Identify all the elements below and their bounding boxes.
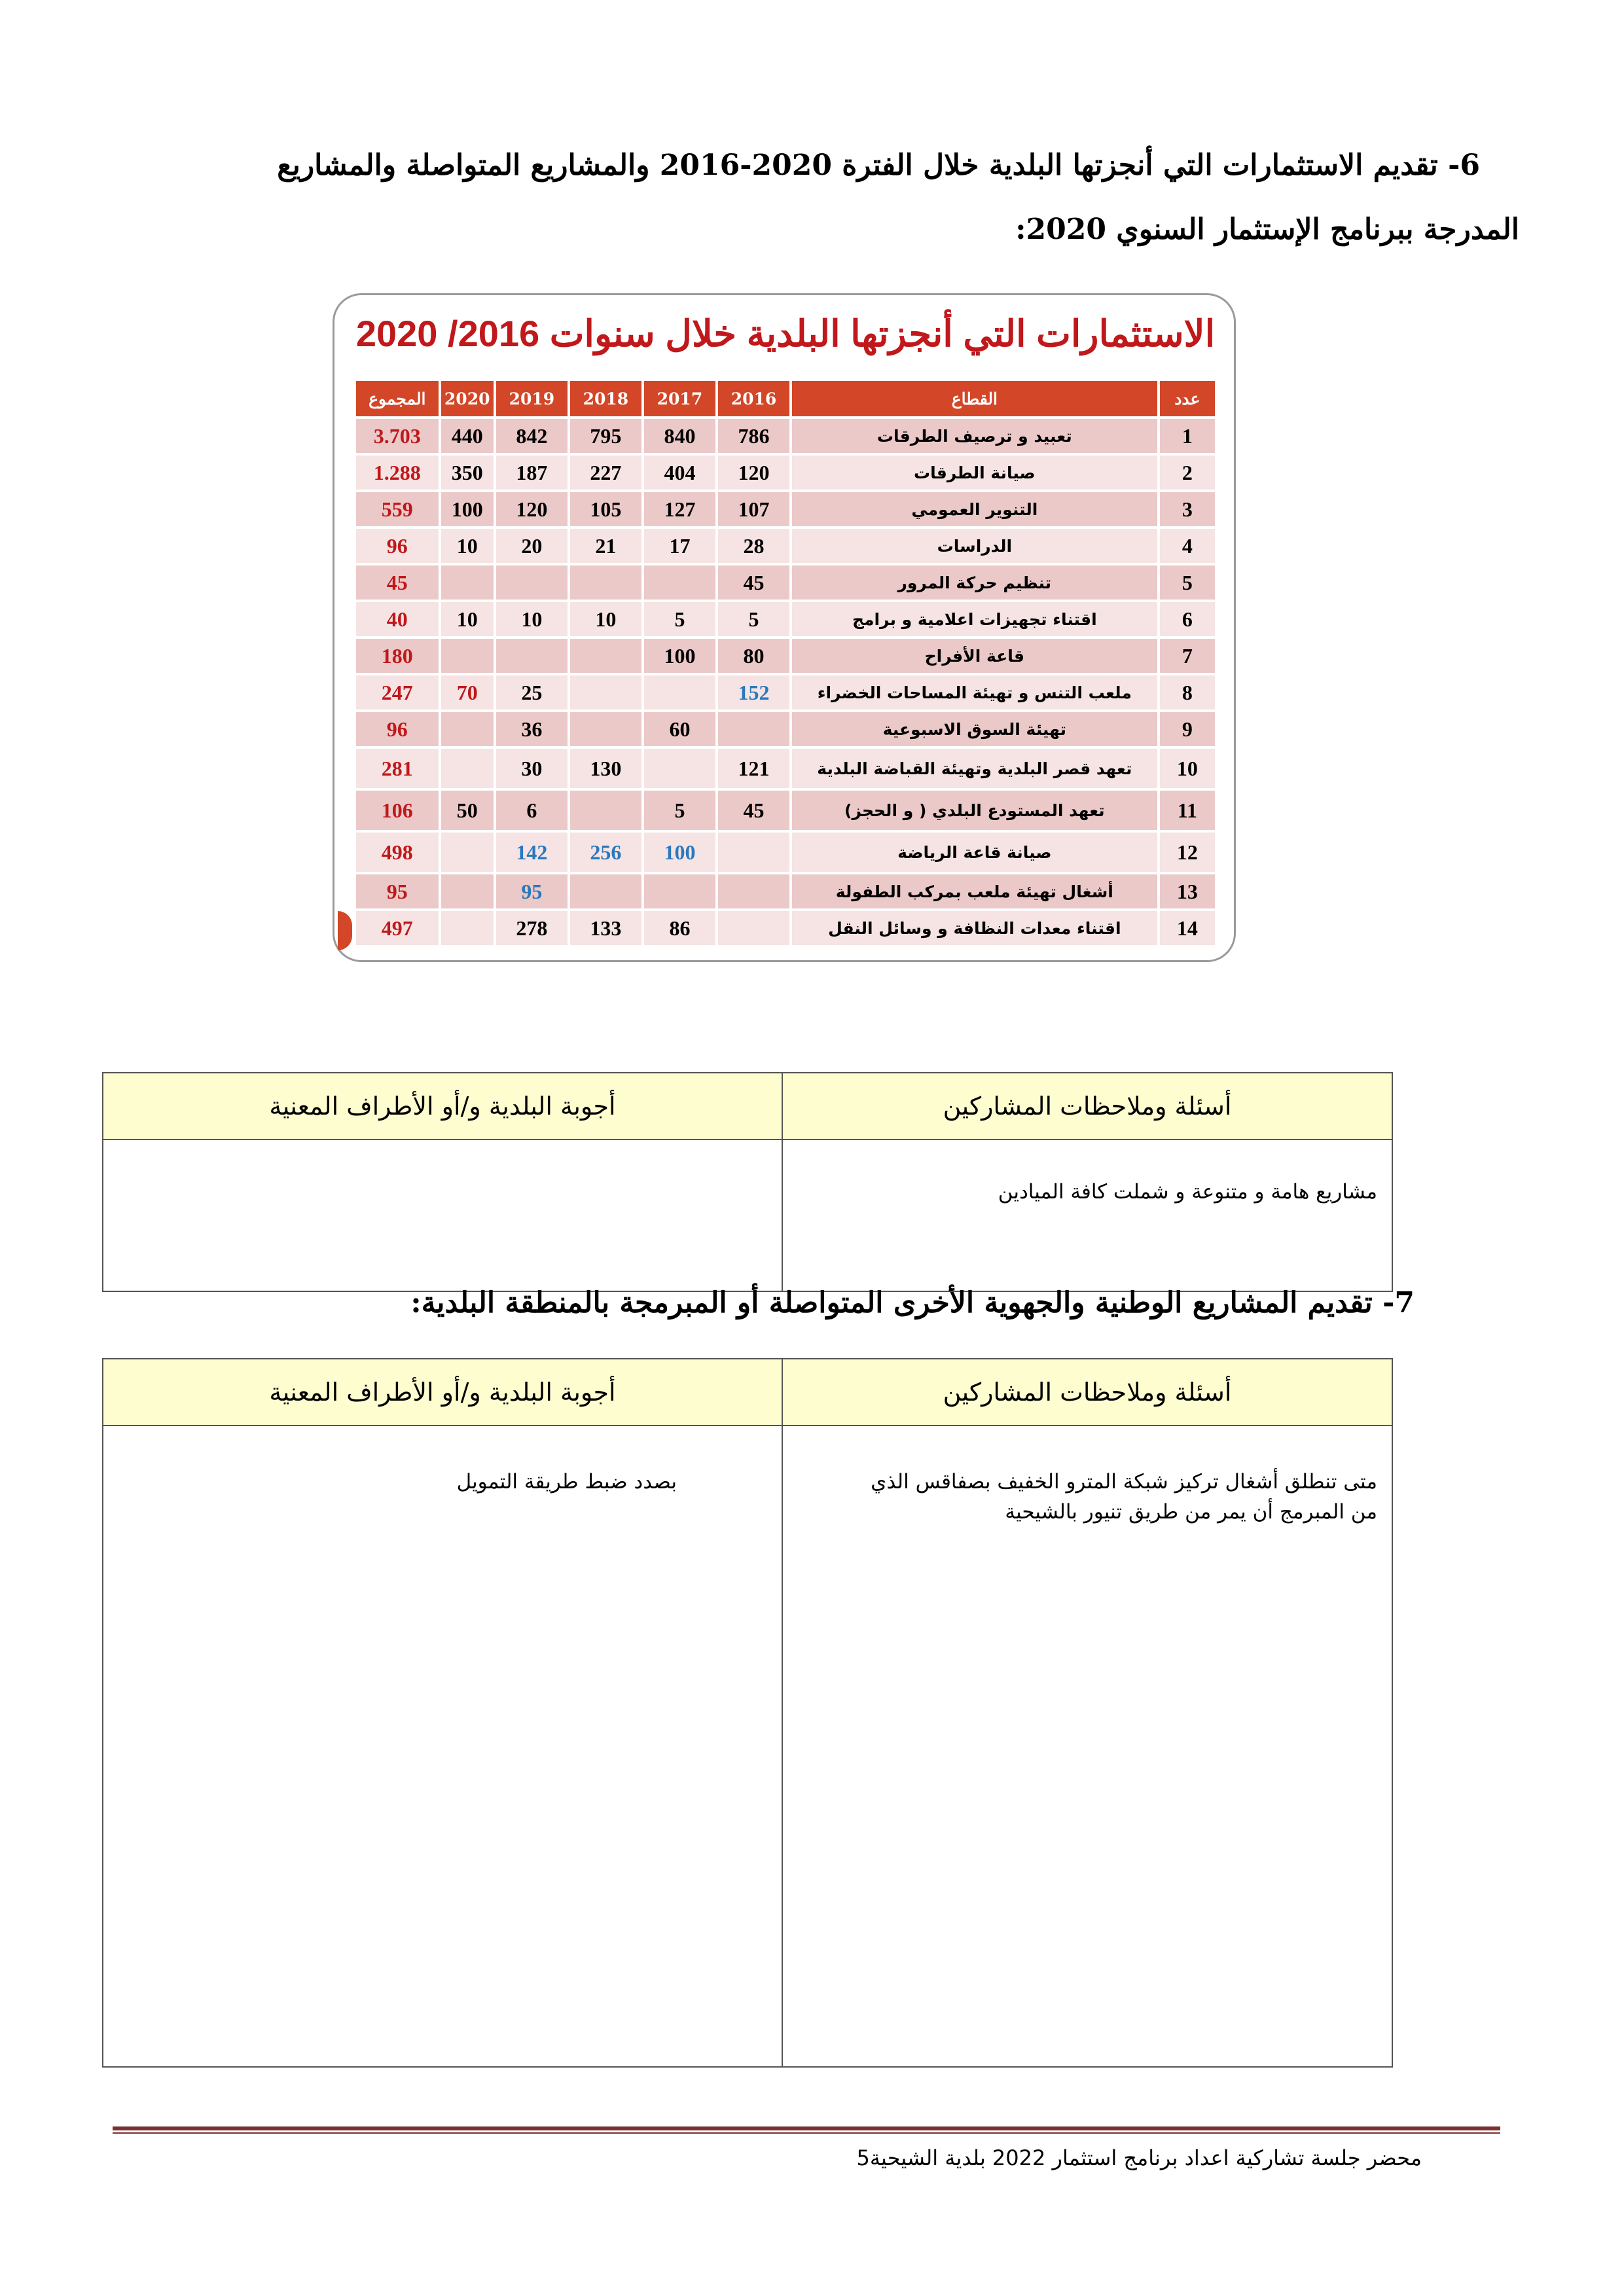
qa-table-2 [102,1358,1393,2068]
cell-y2019 [496,639,568,673]
cell-y2018: 256 [570,833,641,872]
cell-sector: قاعة الأفراح [792,639,1157,673]
cell-num: 5 [1160,565,1215,600]
footer-rule-thin [113,2132,1500,2134]
footer-rule-thick [113,2126,1500,2130]
header-2020: 2020 [441,381,494,416]
cell-y2020 [441,833,494,872]
cell-y2018 [570,639,641,673]
cell-total: 180 [356,639,439,673]
cell-sector: اقتناء معدات النظافة و وسائل النقل [792,911,1157,945]
cell-num: 1 [1160,419,1215,453]
cell-y2016: 28 [718,529,789,563]
cell-num: 12 [1160,833,1215,872]
cell-y2017: 5 [644,602,715,636]
cell-y2016: 5 [718,602,789,636]
investment-table-row [356,874,1215,908]
cell-y2019: 10 [496,602,568,636]
qa2-header-participants: أسئلة وملاحظات المشاركين [782,1359,1392,1426]
qa2-answers-cell: بصدد ضبط طريقة التمويل [103,1426,782,2067]
investment-table-row [356,749,1215,788]
cell-y2019: 30 [496,749,568,788]
cell-y2020 [441,639,494,673]
cell-num: 9 [1160,712,1215,746]
cell-y2018: 795 [570,419,641,453]
cell-total: 3.703 [356,419,439,453]
cell-y2017 [644,675,715,709]
cell-y2016: 45 [718,565,789,600]
cell-total: 106 [356,791,439,830]
cell-sector: تعهد المستودع البلدي ( و الحجز) [792,791,1157,830]
header-total: المجموع [356,381,439,416]
cell-y2017: 840 [644,419,715,453]
cell-total: 559 [356,492,439,526]
cell-y2017: 100 [644,833,715,872]
cell-num: 10 [1160,749,1215,788]
cell-y2016: 45 [718,791,789,830]
cell-y2020: 440 [441,419,494,453]
investment-table-row [356,911,1215,945]
header-sector: القطاع [792,381,1157,416]
cell-total: 281 [356,749,439,788]
qa2-participants-cell [782,1426,1392,2067]
cell-total: 45 [356,565,439,600]
cell-y2017: 404 [644,456,715,490]
cell-y2016 [718,874,789,908]
cell-y2020 [441,911,494,945]
header-num: عدد [1160,381,1215,416]
cell-total: 247 [356,675,439,709]
cell-y2018: 227 [570,456,641,490]
qa1-header-answers: أجوبة البلدية و/أو الأطراف المعنية [103,1073,782,1139]
cell-y2016: 107 [718,492,789,526]
cell-y2020 [441,712,494,746]
cell-sector: التنوير العمومي [792,492,1157,526]
investment-table-row [356,602,1215,636]
cell-sector: صيانة الطرقات [792,456,1157,490]
qa-table-1-row [103,1139,1392,1291]
cell-num: 8 [1160,675,1215,709]
qa2-header-answers: أجوبة البلدية و/أو الأطراف المعنية [103,1359,782,1426]
cell-y2018: 133 [570,911,641,945]
cell-total: 498 [356,833,439,872]
cell-y2017: 86 [644,911,715,945]
cell-sector: اقتناء تجهيزات اعلامية و برامج [792,602,1157,636]
cell-y2019 [496,565,568,600]
cell-y2019: 842 [496,419,568,453]
cell-y2016: 121 [718,749,789,788]
cell-y2017: 100 [644,639,715,673]
cell-y2017 [644,749,715,788]
cell-y2019: 142 [496,833,568,872]
investment-table-row [356,712,1215,746]
cell-y2016: 786 [718,419,789,453]
header-2017: 2017 [644,381,715,416]
investment-table-row [356,565,1215,600]
footer-text: محضر جلسة تشاركية اعداد برنامج استثمار 2022 بلدية الشيحية5 [856,2145,1422,2170]
cell-sector: تعهد قصر البلدية وتهيئة القباضة البلدية [792,749,1157,788]
cell-sector: تعبيد و ترصيف الطرقات [792,419,1157,453]
cell-y2019: 20 [496,529,568,563]
cell-y2017: 60 [644,712,715,746]
cell-sector: الدراسات [792,529,1157,563]
cell-y2016: 120 [718,456,789,490]
cell-y2019: 25 [496,675,568,709]
qa-table-2-row [103,1426,1392,2067]
cell-num: 13 [1160,874,1215,908]
cell-y2018: 105 [570,492,641,526]
cell-y2017 [644,565,715,600]
cell-y2016 [718,833,789,872]
cell-total: 95 [356,874,439,908]
cell-y2019: 36 [496,712,568,746]
header-2016: 2016 [718,381,789,416]
cell-y2020 [441,874,494,908]
investment-table-header [356,381,1215,416]
cell-sector: أشغال تهيئة ملعب بمركب الطفولة [792,874,1157,908]
investment-table-body [356,419,1215,945]
cell-y2018 [570,874,641,908]
cell-y2020 [441,749,494,788]
cell-y2017 [644,874,715,908]
investment-table-row [356,675,1215,709]
cell-num: 3 [1160,492,1215,526]
cell-sector: تنظيم حركة المرور [792,565,1157,600]
cell-total: 497 [356,911,439,945]
investment-table-row [356,833,1215,872]
qa1-participants-cell: مشاريع هامة و متنوعة و شملت كافة الميادين [782,1139,1392,1291]
cell-y2017: 127 [644,492,715,526]
cell-num: 11 [1160,791,1215,830]
qa-table-1 [102,1072,1393,1292]
cell-num: 6 [1160,602,1215,636]
cell-y2020: 50 [441,791,494,830]
qa2-participants-line1: متى تنطلق أشغال تركيز شبكة المترو الخفيف بصفاقس الذي [871,1470,1377,1494]
cell-y2018 [570,675,641,709]
cell-y2019: 278 [496,911,568,945]
cell-y2016 [718,712,789,746]
investment-table-row [356,456,1215,490]
section-7-heading: 7- تقديم المشاريع الوطنية والجهوية الأخرى المتواصلة أو المبرمجة بالمنطقة البلدية: [410,1286,1415,1319]
cell-y2020: 10 [441,529,494,563]
header-2018: 2018 [570,381,641,416]
cell-y2019: 95 [496,874,568,908]
investment-table-row [356,529,1215,563]
cell-num: 2 [1160,456,1215,490]
cell-total: 40 [356,602,439,636]
cell-y2018: 21 [570,529,641,563]
cell-y2018 [570,712,641,746]
cell-num: 4 [1160,529,1215,563]
header-2019: 2019 [496,381,568,416]
cell-y2020: 70 [441,675,494,709]
qa1-answers-cell [103,1139,782,1291]
cell-y2020 [441,565,494,600]
cell-y2018: 10 [570,602,641,636]
cell-y2018 [570,791,641,830]
cell-y2018 [570,565,641,600]
cell-total: 96 [356,712,439,746]
investment-table [353,378,1218,948]
cell-total: 96 [356,529,439,563]
investment-table-row [356,791,1215,830]
cell-num: 7 [1160,639,1215,673]
section-6-heading-line1: 6- تقديم الاستثمارات التي أنجزتها البلدية خلال الفترة 2020-2016 والمشاريع المتواصلة والمشاريع [277,149,1480,182]
qa1-header-participants: أسئلة وملاحظات المشاركين [782,1073,1392,1139]
cell-num: 14 [1160,911,1215,945]
cell-y2019: 187 [496,456,568,490]
section-6-heading-line2: المدرجة ببرنامج الإستثمار السنوي 2020: [1015,213,1519,246]
cell-total: 1.288 [356,456,439,490]
cell-sector: ملعب التنس و تهيئة المساحات الخضراء [792,675,1157,709]
cell-y2019: 6 [496,791,568,830]
cell-y2018: 130 [570,749,641,788]
cell-sector: تهيئة السوق الاسبوعية [792,712,1157,746]
investment-table-title: الاستثمارات التي أنجزتها البلدية خلال سنوات 2016/ 2020 [355,313,1216,354]
cell-sector: صيانة قاعة الرياضة [792,833,1157,872]
investment-table-row [356,419,1215,453]
cell-y2019: 120 [496,492,568,526]
cell-y2017: 5 [644,791,715,830]
cell-y2016: 152 [718,675,789,709]
cell-y2016 [718,911,789,945]
qa-table-1-header [103,1073,1392,1139]
cell-y2020: 10 [441,602,494,636]
cell-y2020: 350 [441,456,494,490]
qa-table-2-header [103,1359,1392,1426]
cell-y2020: 100 [441,492,494,526]
qa2-participants-line2: من المبرمج أن يمر من طريق تنيور بالشيحية [1005,1500,1377,1524]
investment-table-row [356,639,1215,673]
cell-y2017: 17 [644,529,715,563]
cell-y2016: 80 [718,639,789,673]
investment-table-row [356,492,1215,526]
